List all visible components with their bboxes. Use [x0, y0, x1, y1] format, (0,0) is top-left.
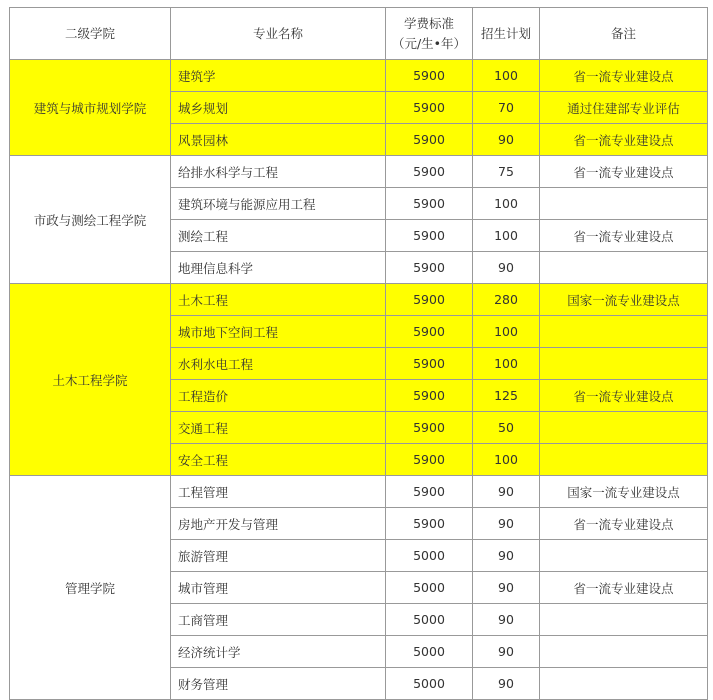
note-cell: 国家一流专业建设点 — [540, 284, 708, 316]
note-cell: 省一流专业建设点 — [540, 124, 708, 156]
major-cell: 安全工程 — [171, 444, 386, 476]
fee-cell: 5000 — [386, 636, 473, 668]
plan-cell: 50 — [473, 412, 540, 444]
plan-cell: 100 — [473, 220, 540, 252]
plan-cell: 280 — [473, 284, 540, 316]
major-cell: 土木工程 — [171, 284, 386, 316]
major-cell: 给排水科学与工程 — [171, 156, 386, 188]
table-row — [10, 284, 708, 316]
plan-cell: 70 — [473, 92, 540, 124]
header-note: 备注 — [540, 8, 708, 60]
note-cell: 省一流专业建设点 — [540, 572, 708, 604]
header-fee-line2: （元/生•年） — [391, 35, 467, 51]
major-cell: 房地产开发与管理 — [171, 508, 386, 540]
table-body — [10, 60, 708, 700]
major-cell: 城乡规划 — [171, 92, 386, 124]
plan-cell: 100 — [473, 444, 540, 476]
header-fee — [386, 8, 473, 60]
plan-cell: 90 — [473, 476, 540, 508]
fee-cell: 5900 — [386, 476, 473, 508]
fee-cell: 5900 — [386, 412, 473, 444]
major-cell: 城市地下空间工程 — [171, 316, 386, 348]
note-cell — [540, 348, 708, 380]
note-cell: 省一流专业建设点 — [540, 60, 708, 92]
college-cell: 建筑与城市规划学院 — [10, 60, 171, 156]
note-cell — [540, 412, 708, 444]
fee-cell: 5000 — [386, 540, 473, 572]
header-college: 二级学院 — [10, 8, 171, 60]
plan-cell: 90 — [473, 124, 540, 156]
note-cell — [540, 188, 708, 220]
table-header — [10, 8, 708, 60]
major-cell: 经济统计学 — [171, 636, 386, 668]
college-cell: 土木工程学院 — [10, 284, 171, 476]
plan-cell: 100 — [473, 316, 540, 348]
note-cell: 省一流专业建设点 — [540, 156, 708, 188]
plan-cell: 100 — [473, 60, 540, 92]
fee-cell: 5900 — [386, 220, 473, 252]
fee-cell: 5900 — [386, 380, 473, 412]
note-cell — [540, 636, 708, 668]
college-cell: 管理学院 — [10, 476, 171, 700]
enrollment-table — [9, 7, 708, 700]
fee-cell: 5900 — [386, 284, 473, 316]
plan-cell: 90 — [473, 604, 540, 636]
plan-cell: 90 — [473, 572, 540, 604]
plan-cell: 125 — [473, 380, 540, 412]
fee-cell: 5000 — [386, 572, 473, 604]
note-cell: 省一流专业建设点 — [540, 220, 708, 252]
table-row — [10, 60, 708, 92]
major-cell: 地理信息科学 — [171, 252, 386, 284]
note-cell — [540, 252, 708, 284]
plan-cell: 90 — [473, 508, 540, 540]
major-cell: 交通工程 — [171, 412, 386, 444]
fee-cell: 5900 — [386, 444, 473, 476]
major-cell: 财务管理 — [171, 668, 386, 700]
note-cell: 省一流专业建设点 — [540, 508, 708, 540]
note-cell: 国家一流专业建设点 — [540, 476, 708, 508]
major-cell: 工程造价 — [171, 380, 386, 412]
note-cell: 省一流专业建设点 — [540, 380, 708, 412]
plan-cell: 90 — [473, 540, 540, 572]
major-cell: 建筑环境与能源应用工程 — [171, 188, 386, 220]
note-cell — [540, 316, 708, 348]
college-cell: 市政与测绘工程学院 — [10, 156, 171, 284]
header-row — [10, 8, 708, 60]
major-cell: 城市管理 — [171, 572, 386, 604]
note-cell — [540, 604, 708, 636]
note-cell — [540, 668, 708, 700]
fee-cell: 5900 — [386, 188, 473, 220]
header-plan: 招生计划 — [473, 8, 540, 60]
major-cell: 工商管理 — [171, 604, 386, 636]
major-cell: 建筑学 — [171, 60, 386, 92]
note-cell — [540, 540, 708, 572]
major-cell: 水利水电工程 — [171, 348, 386, 380]
table-row — [10, 476, 708, 508]
plan-cell: 90 — [473, 252, 540, 284]
fee-cell: 5900 — [386, 316, 473, 348]
fee-cell: 5900 — [386, 92, 473, 124]
fee-cell: 5900 — [386, 156, 473, 188]
fee-cell: 5900 — [386, 60, 473, 92]
plan-cell: 90 — [473, 636, 540, 668]
table-row — [10, 156, 708, 188]
note-cell — [540, 444, 708, 476]
plan-cell: 90 — [473, 668, 540, 700]
note-cell: 通过住建部专业评估 — [540, 92, 708, 124]
major-cell: 工程管理 — [171, 476, 386, 508]
major-cell: 旅游管理 — [171, 540, 386, 572]
header-fee-line1: 学费标准 — [403, 15, 454, 31]
fee-cell: 5000 — [386, 604, 473, 636]
major-cell: 风景园林 — [171, 124, 386, 156]
plan-cell: 100 — [473, 348, 540, 380]
fee-cell: 5900 — [386, 508, 473, 540]
header-major: 专业名称 — [171, 8, 386, 60]
fee-cell: 5000 — [386, 668, 473, 700]
plan-cell: 75 — [473, 156, 540, 188]
fee-cell: 5900 — [386, 124, 473, 156]
fee-cell: 5900 — [386, 348, 473, 380]
plan-cell: 100 — [473, 188, 540, 220]
major-cell: 测绘工程 — [171, 220, 386, 252]
fee-cell: 5900 — [386, 252, 473, 284]
